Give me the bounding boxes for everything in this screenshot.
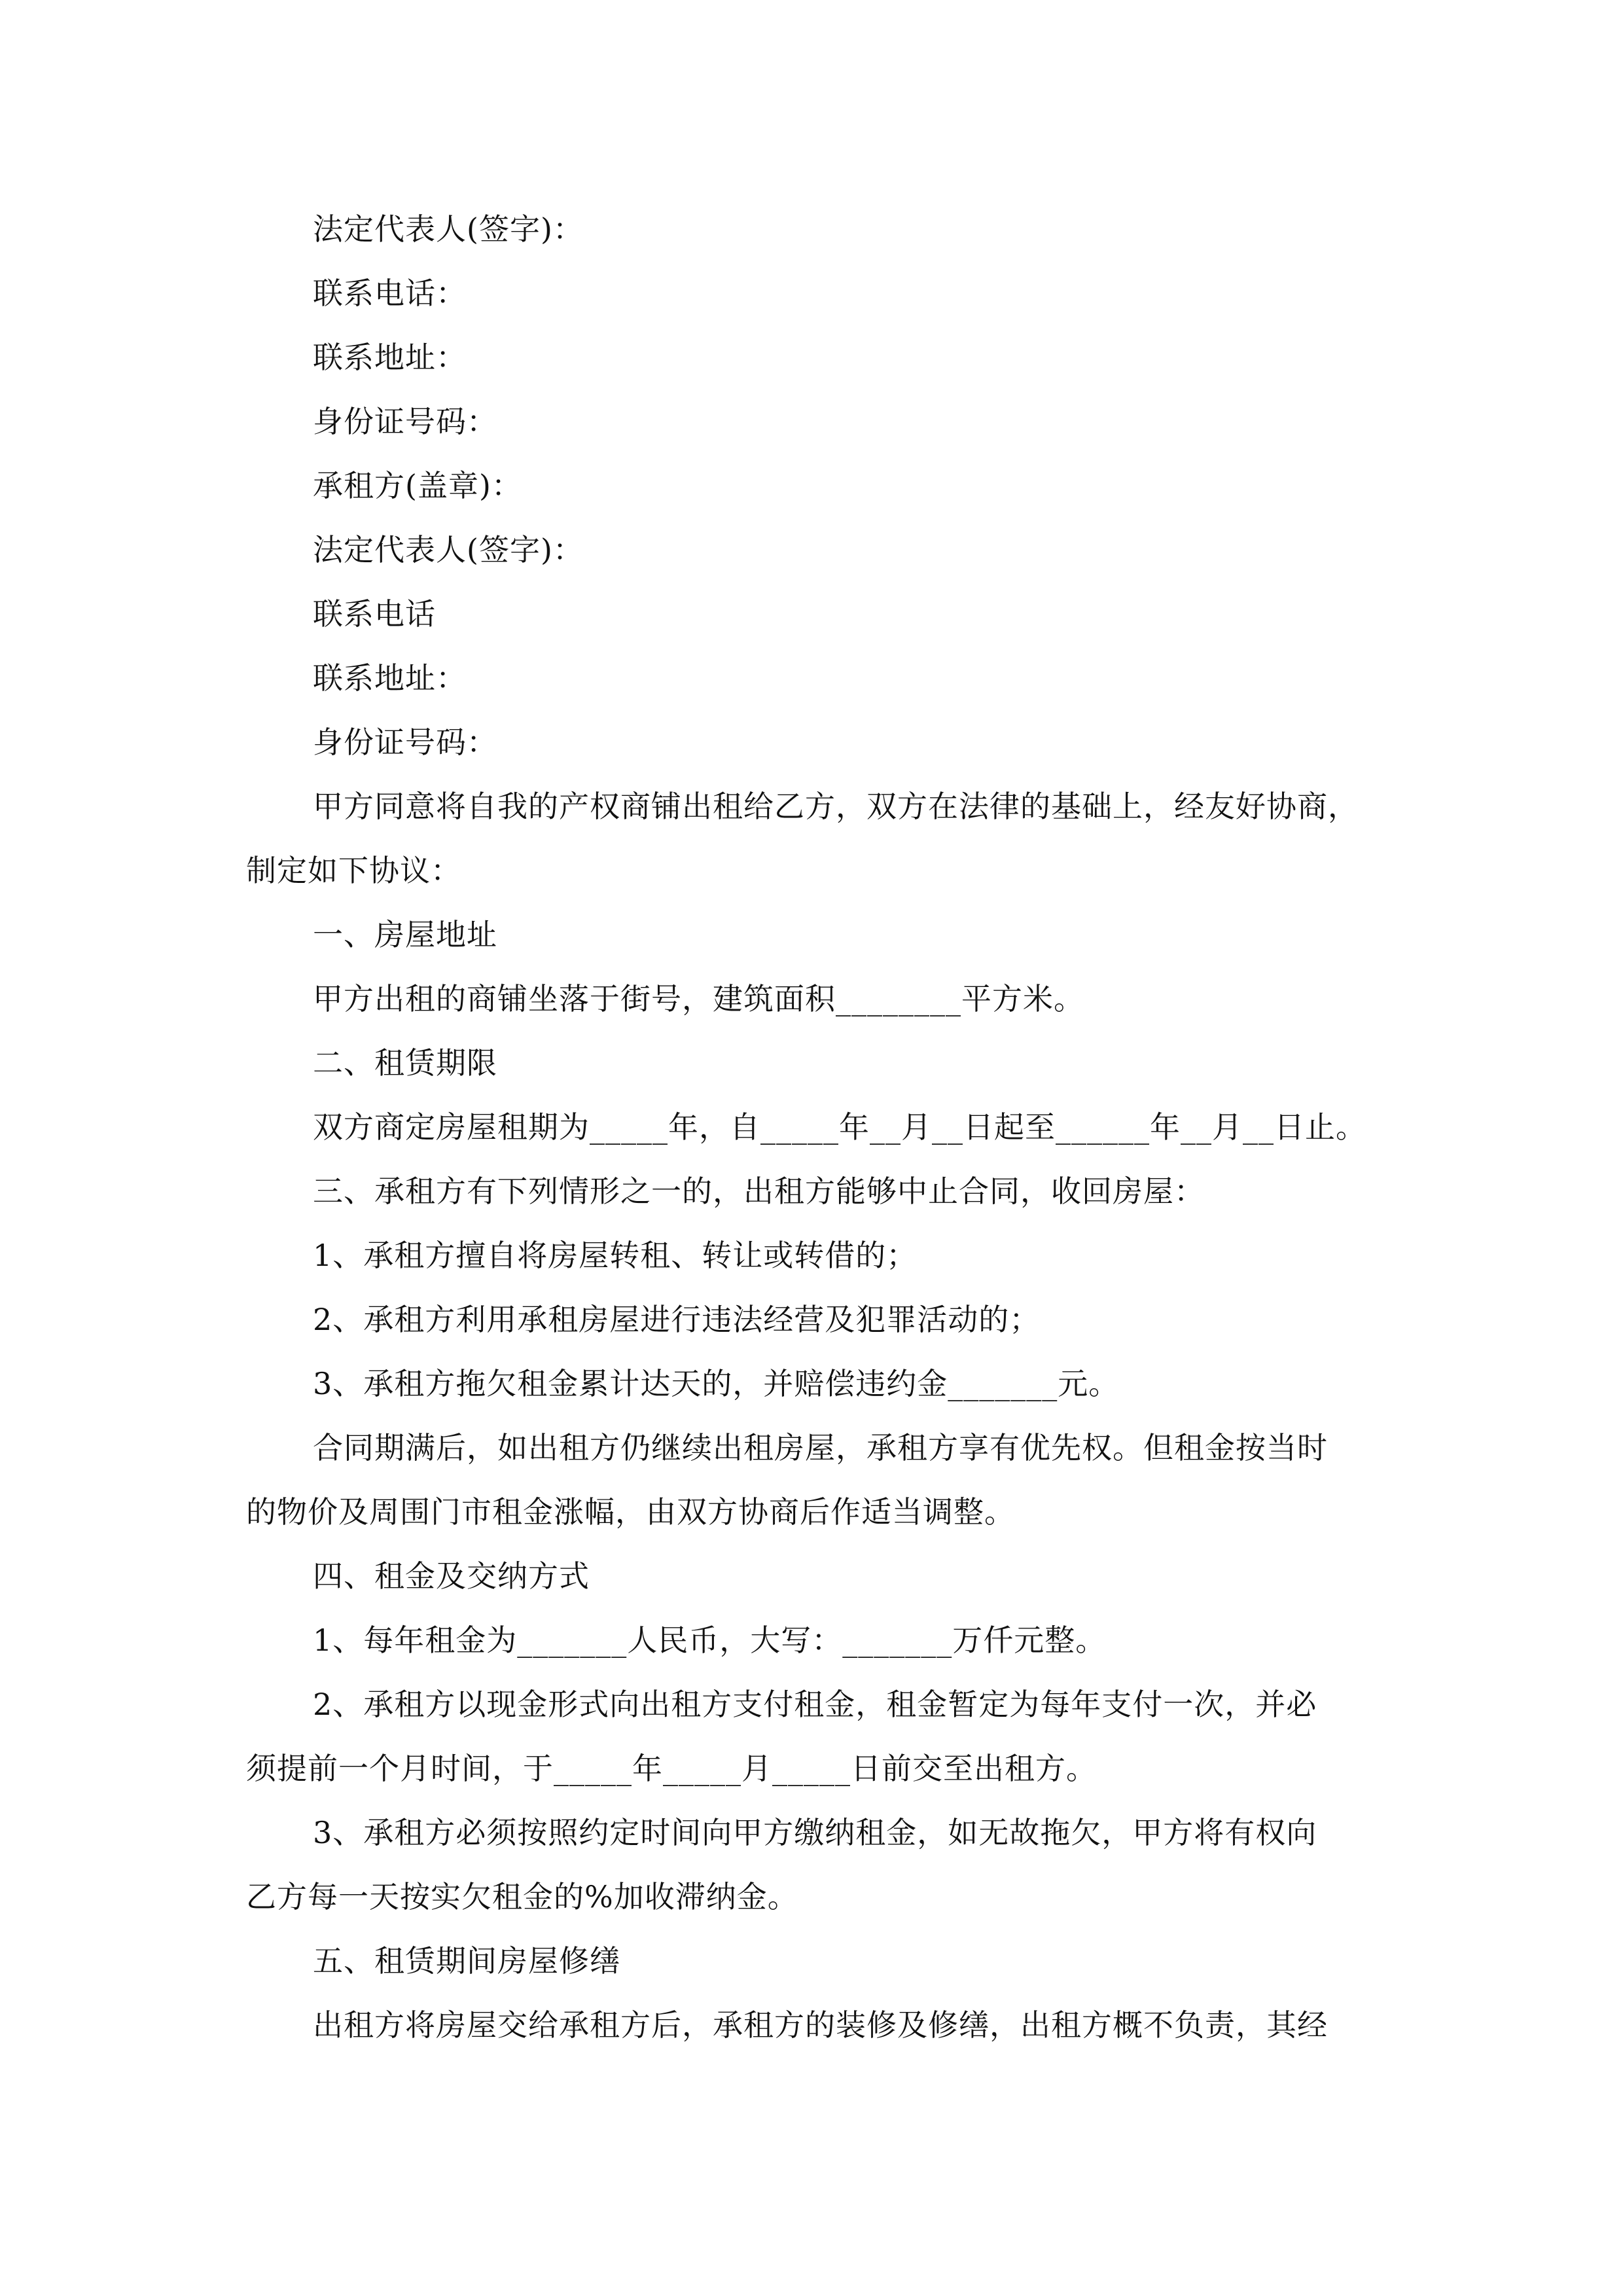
lessee-legal-rep-line: 法定代表人(签字)：	[313, 532, 584, 567]
section-heading-3: 三、承租方有下列情形之一的，出租方能够中止合同，收回房屋：	[313, 1174, 1205, 1209]
lessee-phone-line: 联系电话	[313, 596, 436, 632]
clause-3-3: 3、承租方拖欠租金累计达天的，并赔偿违约金_______元。	[313, 1366, 1120, 1401]
contact-phone-line: 联系电话：	[313, 276, 467, 311]
clause-3-2: 2、承租方利用承租房屋进行违法经营及犯罪活动的；	[313, 1302, 1041, 1337]
property-address-paragraph: 甲方出租的商铺坐落于街号，建筑面积________平方米。	[313, 981, 1084, 1016]
section-heading-1: 一、房屋地址	[313, 917, 497, 952]
section-heading-2: 二、租赁期限	[313, 1045, 497, 1081]
agreement-intro-paragraph: 甲方同意将自我的产权商铺出租给乙方，双方在法律的基础上，经友好协商，	[313, 789, 1359, 824]
agreement-intro-paragraph-cont: 制定如下协议：	[246, 853, 461, 888]
lessee-id-line: 身份证号码：	[313, 725, 497, 760]
clause-4-3: 3、承租方必须按照约定时间向甲方缴纳租金，如无故拖欠，甲方将有权向	[313, 1815, 1317, 1850]
lessee-address-line: 联系地址：	[313, 660, 467, 696]
clause-4-3-cont: 乙方每一天按实欠租金的%加收滞纳金。	[246, 1879, 798, 1914]
clause-4-1: 1、每年租金为_______人民币，大写：_______万仟元整。	[313, 1623, 1107, 1658]
clause-4-2-cont: 须提前一个月时间，于_____年_____月_____日前交至出租方。	[246, 1751, 1097, 1786]
renewal-paragraph-cont: 的物价及周围门市租金涨幅，由双方协商后作适当调整。	[246, 1494, 1015, 1530]
clause-3-1: 1、承租方擅自将房屋转租、转让或转借的；	[313, 1238, 918, 1273]
section-heading-4: 四、租金及交纳方式	[313, 1558, 590, 1594]
contact-address-line: 联系地址：	[313, 340, 467, 375]
signature-legal-rep-line: 法定代表人(签字)：	[313, 211, 584, 247]
section-heading-5: 五、租赁期间房屋修缮	[313, 1943, 620, 1979]
repair-paragraph: 出租方将房屋交给承租方后，承租方的装修及修缮，出租方概不负责，其经	[313, 2007, 1328, 2043]
id-number-line: 身份证号码：	[313, 404, 497, 439]
clause-4-2: 2、承租方以现金形式向出租方支付租金，租金暂定为每年支付一次，并必	[313, 1687, 1317, 1722]
lessee-seal-line: 承租方(盖章)：	[313, 468, 522, 503]
lease-term-paragraph: 双方商定房屋租期为_____年，自_____年__月__日起至______年__月__日止。	[313, 1109, 1366, 1145]
renewal-paragraph: 合同期满后，如出租方仍继续出租房屋，承租方享有优先权。但租金按当时	[313, 1430, 1328, 1465]
